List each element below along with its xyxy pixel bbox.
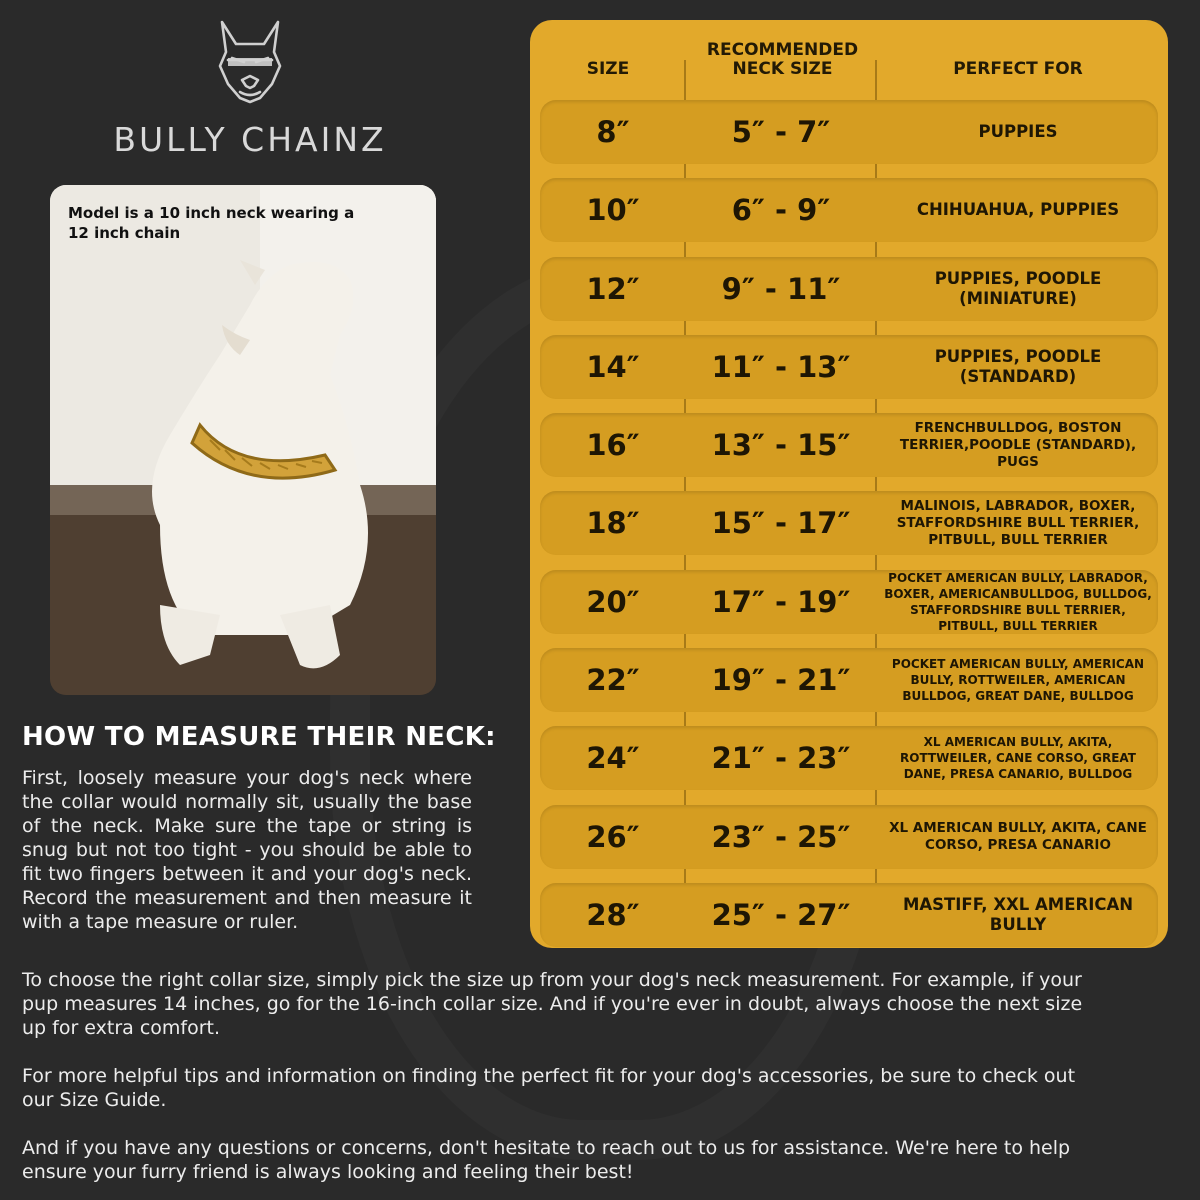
cell-perfect-for: CHIHUAHUA, PUPPIES [916,200,1120,220]
cell-perfect-for: MALINOIS, LABRADOR, BOXER, STAFFORDSHIRE BULL TERRIER, PITBULL, BULL TERRIER [896,497,1140,548]
table-row [540,570,1158,634]
cell-neck-size: 23″ - 25″ [711,819,851,854]
header-perfect-for: PERFECT FOR [953,59,1083,79]
table-row [540,335,1158,399]
cell-neck-size: 25″ - 27″ [711,897,851,932]
table-row [540,883,1158,947]
cell-perfect-for: POCKET AMERICAN BULLY, AMERICAN BULLY, ROTTWEILER, AMERICAN BULLDOG, GREAT DANE, BULLDOG [891,657,1145,704]
cell-perfect-for: PUPPIES, POODLE (STANDARD) [934,346,1102,386]
cell-neck-size: 19″ - 21″ [711,663,851,698]
cell-perfect-for: MASTIFF, XXL AMERICAN BULLY [902,894,1134,934]
cell-size: 8″ [596,115,630,149]
size-advice-paragraph: To choose the right collar size, simply pick the size up from your dog's neck measurement. For example, if your pup measures 14 inches, go for the 16-inch collar size. And if you're ever in doubt, always choose the next size up for extra comfort. [22,969,1083,1039]
pitbull-head-icon [214,18,286,108]
contact-paragraph: And if you have any questions or concerns, don't hesitate to reach out to us for assistance. We're here to help ensure your furry friend is always looking and feeling their best! [22,1137,1071,1183]
brand-name: BULLY CHAINZ [113,120,387,159]
cell-perfect-for: PUPPIES, POODLE (MINIATURE) [934,268,1102,308]
cell-size: 12″ [586,271,640,306]
brand-logo [100,18,400,159]
cell-size: 10″ [586,193,640,228]
table-row [540,100,1158,164]
cell-perfect-for: POCKET AMERICAN BULLY, LABRADOR, BOXER, AMERICANBULLDOG, BULLDOG, STAFFORDSHIRE BULL TERRIER, PITBULL, BULL TERRIER [884,570,1152,633]
cell-size: 26″ [586,819,640,854]
cell-neck-size: 6″ - 9″ [731,193,831,228]
header-size: SIZE [586,59,630,79]
cell-neck-size: 17″ - 19″ [711,584,851,619]
cell-perfect-for: PUPPIES [978,122,1058,141]
cell-size: 20″ [586,584,640,619]
cell-neck-size: 9″ - 11″ [721,271,841,306]
cell-neck-size: 21″ - 23″ [711,741,851,776]
photo-caption: Model is a 10 inch neck wearing a 12 inch chain [68,204,355,242]
cell-size: 24″ [586,741,640,776]
table-row [540,413,1158,477]
cell-perfect-for: XL AMERICAN BULLY, AKITA, CANE CORSO, PRESA CANARIO [889,819,1147,853]
header-neck-size: RECOMMENDED NECK SIZE [706,40,859,79]
table-row [540,178,1158,242]
cell-size: 16″ [586,428,640,463]
cell-neck-size: 11″ - 13″ [711,349,851,384]
dog-illustration [50,185,436,695]
size-chart-table [530,20,1168,948]
cell-perfect-for: XL AMERICAN BULLY, AKITA, ROTTWEILER, CANE CORSO, GREAT DANE, PRESA CANARIO, BULLDOG [900,735,1136,782]
cell-neck-size: 5″ - 7″ [731,115,831,149]
table-header [530,40,1168,100]
size-guide-paragraph: For more helpful tips and information on finding the perfect fit for your dog's accessories, be sure to check out our Size Guide. [22,1065,1076,1111]
table-row [540,257,1158,321]
cell-neck-size: 15″ - 17″ [711,506,851,541]
cell-size: 18″ [586,506,640,541]
table-row [540,648,1158,712]
table-row [540,805,1158,869]
table-row [540,726,1158,790]
cell-neck-size: 13″ - 15″ [711,428,851,463]
cell-size: 28″ [586,897,640,932]
measure-instructions: First, loosely measure your dog's neck where the collar would normally sit, usually the base of the neck. Make sure the tape or string is snug but not too tight - you should be able to fit two fingers between it and your dog's neck. Record the measurement and then measure it with a tape measure or ruler. [22,767,472,933]
table-body [540,100,1158,961]
measure-heading: HOW TO MEASURE THEIR NECK: [22,722,496,752]
cell-size: 14″ [586,349,640,384]
cell-perfect-for: FRENCHBULLDOG, BOSTON TERRIER,POODLE (STANDARD), PUGS [899,419,1137,470]
model-photo [50,185,436,695]
cell-size: 22″ [586,663,640,698]
table-row [540,491,1158,555]
